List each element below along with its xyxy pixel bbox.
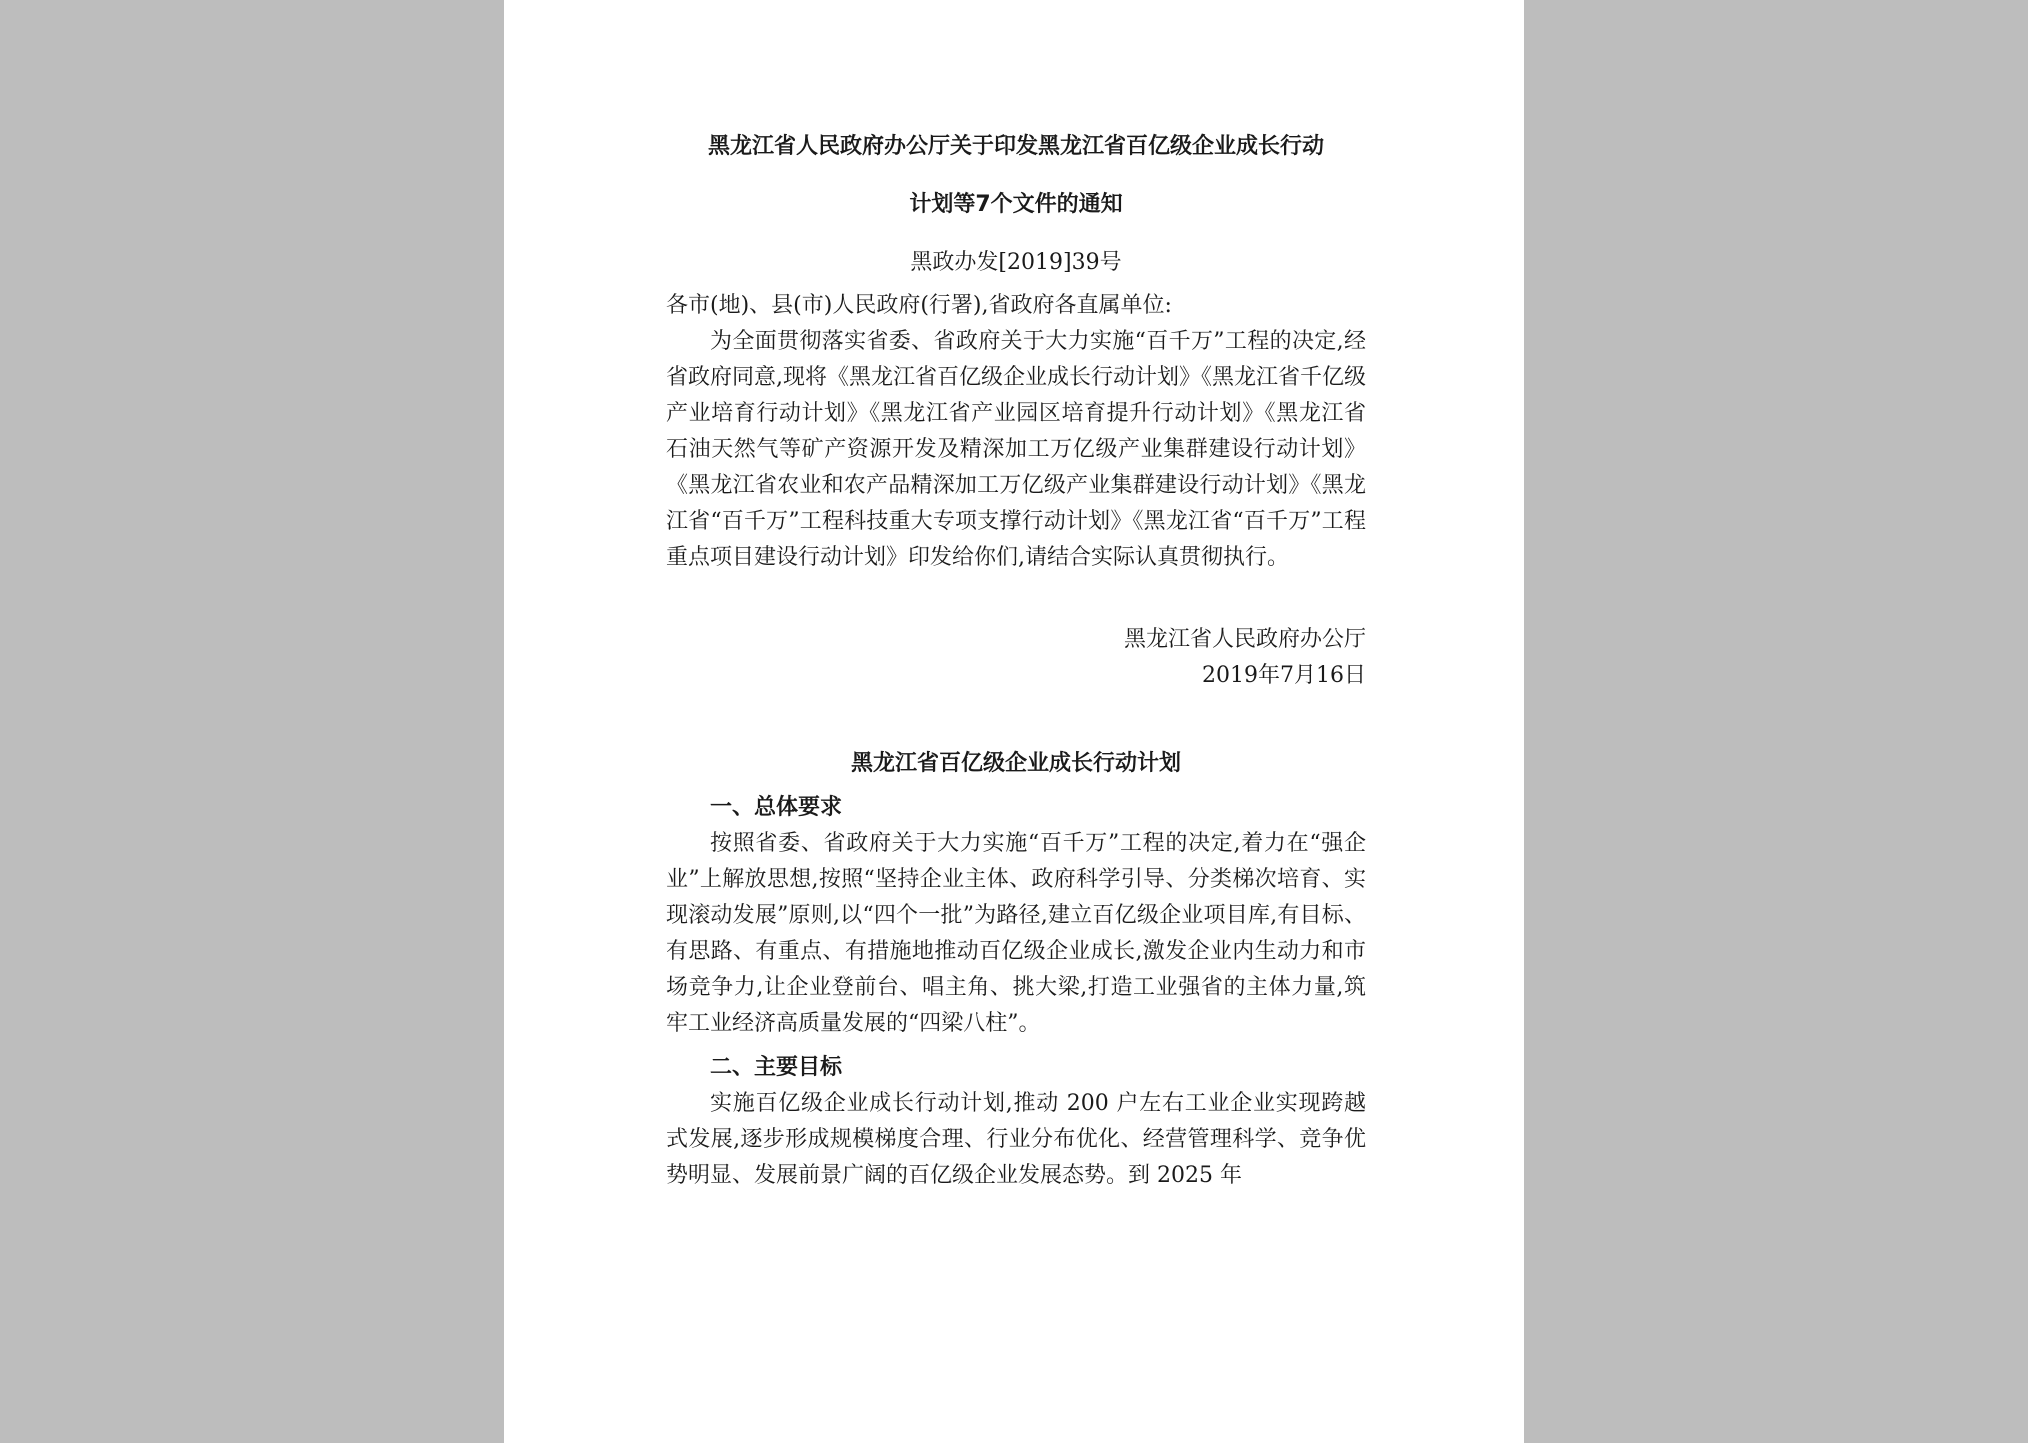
notice-title-line2: 计划等7个文件的通知 <box>909 192 1123 217</box>
notice-body: 为全面贯彻落实省委、省政府关于大力实施“百千万”工程的决定,经省政府同意,现将《黑龙江省百亿级企业成长行动计划》《黑龙江省千亿级产业培育行动计划》《黑龙江省产业园区培育提升行动计划》《黑龙江省石油天然气等矿产资源开发及精深加工万亿级产业集群建设行动计划》《黑龙江省农业和农产品精深加工万亿级产业集群建设行动计划》《黑龙江省“百千万”工程科技重大专项支撑行动计划》《黑龙江省“百千万”工程重点项目建设行动计划》印发给你们,请结合实际认真贯彻执行。 <box>666 329 1366 570</box>
document-number: 黑政办发[2019]39号 <box>910 250 1122 275</box>
document-page <box>504 0 1524 1443</box>
issuer-name: 黑龙江省人民政府办公厅 <box>1123 627 1366 652</box>
plan-title: 黑龙江省百亿级企业成长行动计划 <box>850 751 1181 776</box>
section-body-2: 实施百亿级企业成长行动计划,推动 200 户左右工业企业实现跨越式发展,逐步形成规模梯度合理、行业分布优化、经营管理科学、竞争优势明显、发展前景广阔的百亿级企业发展态势。到 2025 年 <box>666 1091 1366 1188</box>
issue-date: 2019年7月16日 <box>1202 663 1366 688</box>
salutation: 各市(地)、县(市)人民政府(行署),省政府各直属单位: <box>666 293 1172 318</box>
section-heading-2: 二、主要目标 <box>710 1055 843 1080</box>
section-body-1: 按照省委、省政府关于大力实施“百千万”工程的决定,着力在“强企业”上解放思想,按照“坚持企业主体、政府科学引导、分类梯次培育、实现滚动发展”原则,以“四个一批”为路径,建立百亿级企业项目库,有目标、有思路、有重点、有措施地推动百亿级企业成长,激发企业内生动力和市场竞争力,让企业登前台、唱主角、挑大梁,打造工业强省的主体力量,筑牢工业经济高质量发展的“四梁八柱”。 <box>666 831 1366 1036</box>
signature-block <box>666 622 1366 694</box>
notice-title-line1: 黑龙江省人民政府办公厅关于印发黑龙江省百亿级企业成长行动 <box>707 134 1324 159</box>
page-content <box>666 118 1366 1194</box>
section-heading-1: 一、总体要求 <box>710 795 843 820</box>
